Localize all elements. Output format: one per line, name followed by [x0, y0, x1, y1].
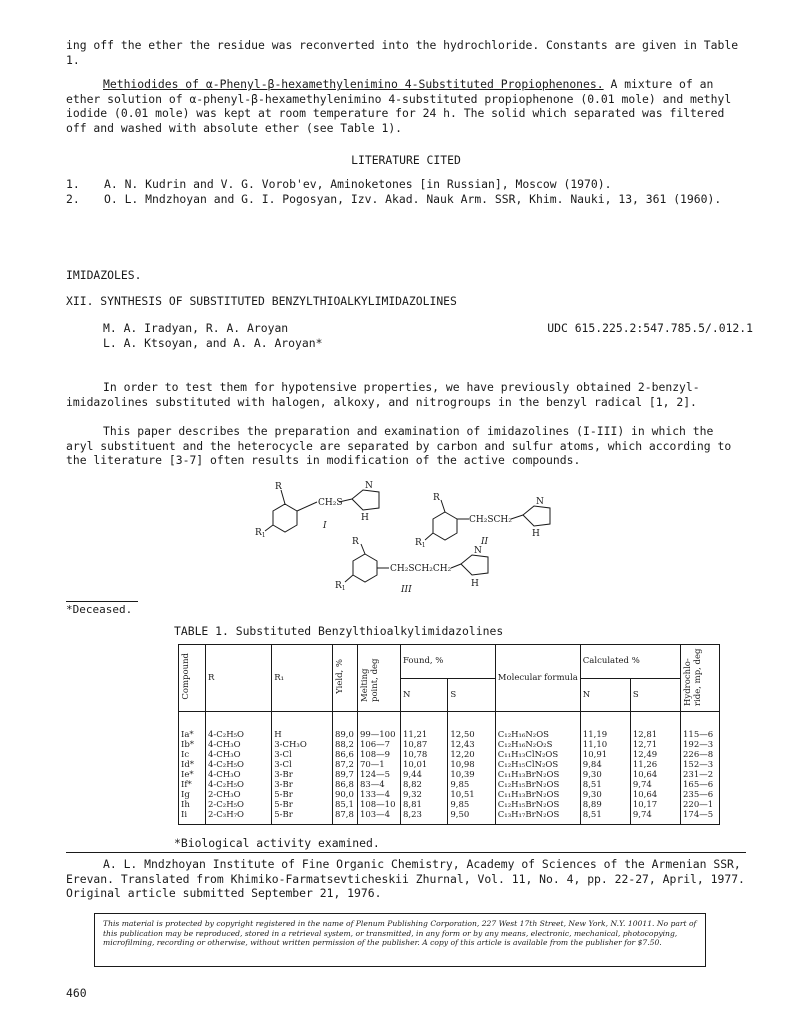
footnote-rule — [66, 601, 138, 602]
table-cell: 11,26 — [630, 760, 680, 770]
udc-code: UDC 615.225.2:547.785.5/.012.1 — [547, 321, 753, 335]
table-cell: 10,17 — [630, 800, 680, 810]
table-cell: 10,64 — [630, 770, 680, 780]
table-cell: 108—9 — [357, 750, 400, 760]
table-cell: 12,43 — [448, 740, 495, 750]
table-cell: 8,51 — [580, 780, 630, 790]
article-title: XII. SYNTHESIS OF SUBSTITUTED BENZYLTHIOALKYLIMIDAZOLINES — [66, 294, 457, 308]
table-row — [179, 780, 720, 790]
table-cell: 152—3 — [681, 760, 720, 770]
table-cell: Ii — [179, 810, 206, 825]
table-cell: 2-CH₃O — [206, 790, 272, 800]
table-cell: 10,51 — [448, 790, 495, 800]
table-cell: 174—5 — [681, 810, 720, 825]
structure-2-linker: CH₂SCH₂ — [469, 515, 512, 525]
table-row — [179, 810, 720, 825]
chemical-structures-figure — [255, 478, 575, 596]
table-row — [179, 712, 720, 741]
structure-2-nh-label: H — [532, 529, 540, 539]
table-cell: 12,81 — [630, 712, 680, 741]
table-cell: C₁₂H₁₆N₂OS — [495, 712, 580, 741]
table-cell: 4-CH₃O — [206, 740, 272, 750]
table-header-row — [179, 645, 720, 679]
table-cell: 10,87 — [400, 740, 447, 750]
table-cell: Ia* — [179, 712, 206, 741]
table-cell: 226—8 — [681, 750, 720, 760]
col-calc-n: N — [580, 678, 630, 712]
table-cell: C₁₃H₁₇BrN₂OS — [495, 810, 580, 825]
table-cell: 8,23 — [400, 810, 447, 825]
table-cell: C₁₁H₁₃ClN₂OS — [495, 750, 580, 760]
table-row — [179, 750, 720, 760]
table-cell: 99—100 — [357, 712, 400, 741]
continuation-paragraph: ing off the ether the residue was reconverted into the hydrochloride. Constants are given in Table 1. — [66, 38, 739, 67]
methiodides-paragraph — [66, 77, 746, 135]
table-title: TABLE 1. Substituted Benzylthioalkylimidazolines — [174, 624, 504, 638]
table-cell: 89,7 — [332, 770, 357, 780]
table-cell: 4-C₂H₅O — [206, 760, 272, 770]
table-cell: 4-C₂H₅O — [206, 712, 272, 741]
table-cell: 83—4 — [357, 780, 400, 790]
col-calc-s: S — [630, 678, 680, 712]
table-cell: 3-Cl — [272, 750, 333, 760]
table-cell: Id* — [179, 760, 206, 770]
structure-2-r1-label: $R_1$ — [415, 538, 426, 549]
table-cell: 70—1 — [357, 760, 400, 770]
table-cell: 11,19 — [580, 712, 630, 741]
methiodides-heading: Methiodides of α-Phenyl-β-hexamethylenimino 4-Substituted Propiophenones. — [103, 77, 604, 91]
copyright-notice: This material is protected by copyright registered in the name of Plenum Publishing Corporation, 227 West 17th Street, New York, N.Y. 10011. No part of this publication may be reproduced, stored in a retrieval system, or transmitted, in any form or by any means, electronic, mechanical, photocopying, microfilming, recording or otherwise, without written permission of the publisher. A copy of this article is available from the publisher for $7.50. — [94, 913, 706, 967]
table-cell: Ig — [179, 790, 206, 800]
table-cell: 108—10 — [357, 800, 400, 810]
table-cell: 10,01 — [400, 760, 447, 770]
table-cell: 231—2 — [681, 770, 720, 780]
table-cell: 192—3 — [681, 740, 720, 750]
table-cell: C₁₂H₁₆N₂O₂S — [495, 740, 580, 750]
table-cell: 86,6 — [332, 750, 357, 760]
table-cell: 9,74 — [630, 780, 680, 790]
table-cell: C₁₁H₁₃BrN₂OS — [495, 770, 580, 780]
table-cell: Ic — [179, 750, 206, 760]
table-cell: Ib* — [179, 740, 206, 750]
table-cell: C₁₂H₁₅BrN₂OS — [495, 780, 580, 790]
structure-3-nh-label: H — [471, 579, 479, 589]
data-table — [178, 644, 720, 825]
table-cell: If* — [179, 780, 206, 790]
table-cell: 165—6 — [681, 780, 720, 790]
table-cell: 9,74 — [630, 810, 680, 825]
table-cell: 103—4 — [357, 810, 400, 825]
table-cell: C₁₁H₁₃BrN₂OS — [495, 790, 580, 800]
table-cell: 2-C₃H₇O — [206, 810, 272, 825]
table-cell: 11,10 — [580, 740, 630, 750]
table-cell: 86,8 — [332, 780, 357, 790]
table-cell: 10,98 — [448, 760, 495, 770]
structure-3-r-label: R — [352, 537, 359, 547]
col-calculated: Calculated % — [580, 645, 680, 679]
table-cell: 9,50 — [448, 810, 495, 825]
col-found-s: S — [448, 678, 495, 712]
table-cell: Ih — [179, 800, 206, 810]
table-cell: 12,71 — [630, 740, 680, 750]
col-yield: Yield, % — [332, 645, 357, 712]
structure-2-n-label: N — [536, 497, 544, 507]
table-cell: 10,78 — [400, 750, 447, 760]
table-cell: C₁₂H₁₅BrN₂OS — [495, 800, 580, 810]
table-cell: 9,84 — [580, 760, 630, 770]
methiodides-text: A mixture of an ether solution of α-phenyl-β-hexamethylenimino 4-substituted propiophenone (0.01 mole) and methyl iodide (0.01 mole) was kept at room temperature for 24 h. The solid which separated was filtered off and washed with absolute ether (see Table 1). — [66, 77, 732, 135]
authors-line-1: M. A. Iradyan, R. A. Aroyan — [103, 321, 289, 335]
table-cell: 235—6 — [681, 790, 720, 800]
col-compound: Compound — [179, 645, 206, 712]
col-r1: R₁ — [272, 645, 333, 712]
table-cell: 87,2 — [332, 760, 357, 770]
structure-1-r-label: R — [275, 482, 282, 492]
reference-item: 2. O. L. Mndzhoyan and G. I. Pogosyan, Izv. Akad. Nauk Arm. SSR, Khim. Nauki, 13, 361 (1960). — [66, 191, 722, 206]
table-cell: 3-Cl — [272, 760, 333, 770]
table-cell: 11,21 — [400, 712, 447, 741]
table-cell: 5-Br — [272, 790, 333, 800]
table-cell: 12,20 — [448, 750, 495, 760]
imidazoline-ring-2 — [523, 506, 550, 526]
table-cell: 89,0 — [332, 712, 357, 741]
table-cell: 4-CH₃O — [206, 750, 272, 760]
col-found: Found, % — [400, 645, 495, 679]
series-title: IMIDAZOLES. — [66, 268, 142, 282]
benzene-ring-3 — [353, 554, 377, 582]
table-cell: 115—6 — [681, 712, 720, 741]
structure-3-r1-label: $R_1$ — [335, 581, 346, 592]
benzene-ring-2 — [433, 512, 457, 540]
table-cell: H — [272, 712, 333, 741]
table-cell: 8,89 — [580, 800, 630, 810]
table-cell: C₁₂H₁₅ClN₂OS — [495, 760, 580, 770]
imidazoline-ring-1 — [352, 490, 379, 510]
structure-1-r1-label: $R_1$ — [255, 528, 266, 539]
reference-list — [66, 177, 746, 206]
table-cell: 88,2 — [332, 740, 357, 750]
affiliation-rule — [66, 852, 746, 853]
table-row — [179, 800, 720, 810]
literature-heading: LITERATURE CITED — [351, 153, 461, 167]
table-row — [179, 770, 720, 780]
table-cell: 2-C₂H₅O — [206, 800, 272, 810]
table-cell: 220—1 — [681, 800, 720, 810]
imidazoline-ring-3 — [461, 555, 488, 575]
structure-2-numeral: II — [481, 537, 489, 547]
table-cell: 10,91 — [580, 750, 630, 760]
table-cell: 9,85 — [448, 800, 495, 810]
table-row — [179, 760, 720, 770]
table-cell: 10,39 — [448, 770, 495, 780]
table-cell: 12,50 — [448, 712, 495, 741]
table-cell: 85,1 — [332, 800, 357, 810]
authors-block — [103, 321, 753, 350]
authors-line-2: L. A. Ktsoyan, and A. A. Aroyan* — [103, 335, 323, 350]
table-row — [179, 790, 720, 800]
structure-1-n-label: N — [365, 481, 373, 491]
col-hydrochloride: Hydrochlo- ride, mp, deg — [681, 645, 720, 712]
table-cell: 9,85 — [448, 780, 495, 790]
page-number: 460 — [66, 986, 87, 1000]
table-cell: Ie* — [179, 770, 206, 780]
table-footnote: *Biological activity examined. — [174, 836, 380, 850]
table-cell: 90,0 — [332, 790, 357, 800]
table-cell: 8,51 — [580, 810, 630, 825]
table-cell: 5-Br — [272, 800, 333, 810]
reference-item: 1. A. N. Kudrin and V. G. Vorob'ev, Aminoketones [in Russian], Moscow (1970). — [66, 177, 612, 191]
intro-paragraph-1: In order to test them for hypotensive properties, we have previously obtained 2-benzyl-imidazolines substituted with halogen, alkoxy, and nitrogroups in the benzyl radical [1, 2]. — [66, 380, 700, 409]
table-cell: 4-C₂H₅O — [206, 780, 272, 790]
structure-2-r-label: R — [433, 493, 440, 503]
table-cell: 9,30 — [580, 790, 630, 800]
col-r: R — [206, 645, 272, 712]
table-cell: 9,32 — [400, 790, 447, 800]
structure-3-numeral: III — [401, 585, 412, 595]
table-cell: 9,30 — [580, 770, 630, 780]
table-cell: 87,8 — [332, 810, 357, 825]
table-cell: 133—4 — [357, 790, 400, 800]
structure-1-linker: CH₂S — [318, 498, 343, 508]
table-cell: 10,64 — [630, 790, 680, 800]
table-cell: 3-CH₃O — [272, 740, 333, 750]
table-cell: 3-Br — [272, 770, 333, 780]
structure-3-linker: CH₂SCH₂CH₂ — [390, 564, 452, 574]
col-mp: Melting point, deg — [357, 645, 400, 712]
table-cell: 124—5 — [357, 770, 400, 780]
table-row — [179, 740, 720, 750]
intro-paragraph-2: This paper describes the preparation and examination of imidazolines (I-III) in which the aryl substituent and the heterocycle are separated by carbon and sulfur atoms, which according to the literature [3-7] often results in modification of the active compounds. — [66, 424, 732, 467]
structure-3-n-label: N — [474, 546, 482, 556]
table-cell: 12,49 — [630, 750, 680, 760]
benzene-ring-1 — [273, 504, 297, 532]
table-cell: 4-CH₃O — [206, 770, 272, 780]
structure-1-numeral: I — [323, 521, 327, 531]
col-formula: Molecular formula — [495, 645, 580, 712]
table-cell: 3-Br — [272, 780, 333, 790]
table-cell: 8,82 — [400, 780, 447, 790]
structure-1-nh-label: H — [361, 513, 369, 523]
col-found-n: N — [400, 678, 447, 712]
table-cell: 5-Br — [272, 810, 333, 825]
table-body — [179, 712, 720, 825]
affiliation-paragraph: A. L. Mndzhoyan Institute of Fine Organic Chemistry, Academy of Sciences of the Armenian SSR, Erevan. Translated from Khimiko-Farmatsevticheskii Zhurnal, Vol. 11, No. 4, pp. 22-27, April, 1977. Original article submitted September 21, 1976. — [66, 857, 745, 900]
table-cell: 9,44 — [400, 770, 447, 780]
table-cell: 8,81 — [400, 800, 447, 810]
deceased-footnote: *Deceased. — [66, 603, 133, 616]
table-cell: 106—7 — [357, 740, 400, 750]
